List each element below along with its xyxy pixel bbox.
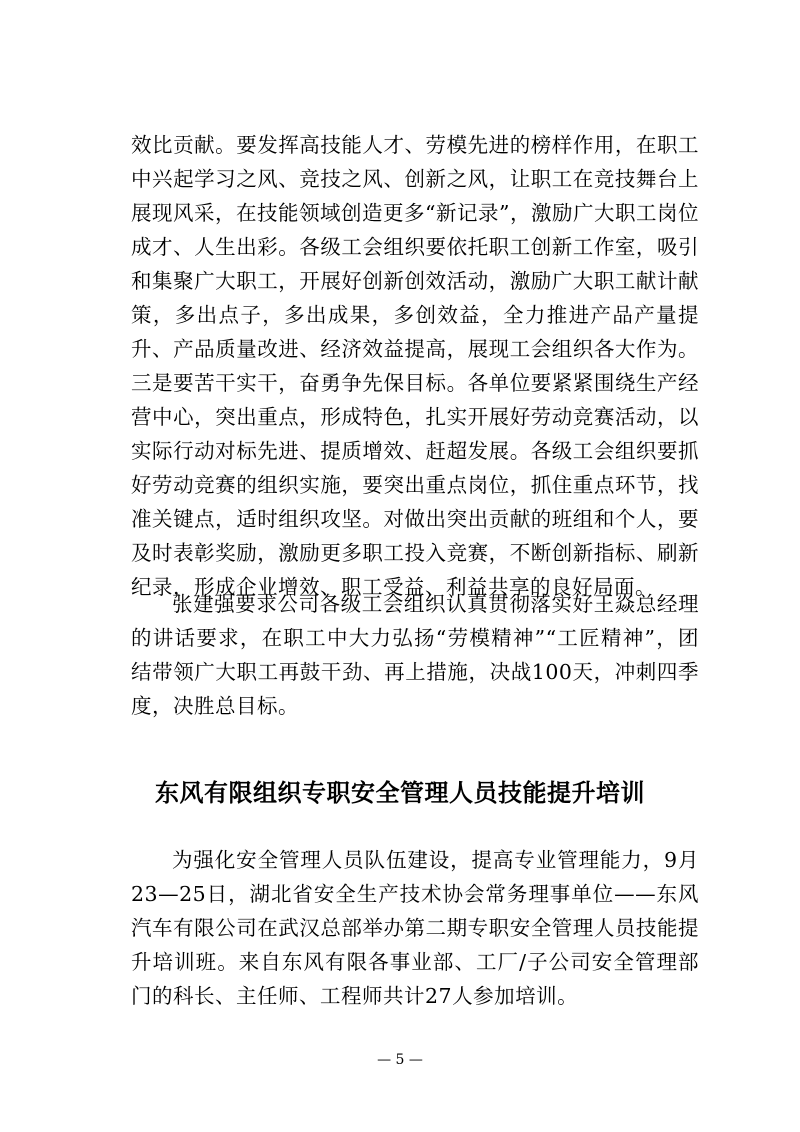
page-number: — 5 — <box>377 1052 423 1068</box>
article-body-paragraph: 为强化安全管理人员队伍建设，提高专业管理能力，9月23—25日，湖北省安全生产技术协会常务理事单位——东风汽车有限公司在武汉总部举办第二期专职安全管理人员技能提升培训班。来自东风有限各事业部、工厂/子公司安全管理部门的科长、主任师、工程师共计27人参加培训。 <box>131 848 699 1008</box>
body-paragraph-continuation: 效比贡献。要发挥高技能人才、劳模先进的榜样作用，在职工中兴起学习之风、竞技之风、创新之风，让职工在竞技舞台上展现风采，在技能领域创造更多“新记录”，激励广大职工岗位成才、人生出彩。各级工会组织要依托职工创新工作室，吸引和集聚广大职工，开展好创新创效活动，激励广大职工献计献策，多出点子，多出成果，多创效益，全力推进产品产量提升、产品质量改进、经济效益提高，展现工会组织各大作为。三是要苦干实干，奋勇争先保目标。各单位要紧紧围绕生产经营中心，突出重点，形成特色，扎实开展好劳动竞赛活动，以实际行动对标先进、提质增效、赶超发展。各级工会组织要抓好劳动竞赛的组织实施，要突出重点岗位，抓住重点环节，找准关键点，适时组织攻坚。对做出突出贡献的班组和个人，要及时表彰奖励，激励更多职工投入竞赛，不断创新指标、刷新纪录，形成企业增效、职工受益、利益共享的良好局面。 <box>131 133 699 599</box>
article-title: 东风有限组织专职安全管理人员技能提升培训 <box>155 778 645 807</box>
body-paragraph-requirements: 张建强要求公司各级工会组织认真贯彻落实好王焱总经理的讲话要求，在职工中大力弘扬“劳模精神”“工匠精神”，团结带领广大职工再鼓干劲、再上措施，决战100天，冲刺四季度，决胜总目标。 <box>131 592 699 718</box>
